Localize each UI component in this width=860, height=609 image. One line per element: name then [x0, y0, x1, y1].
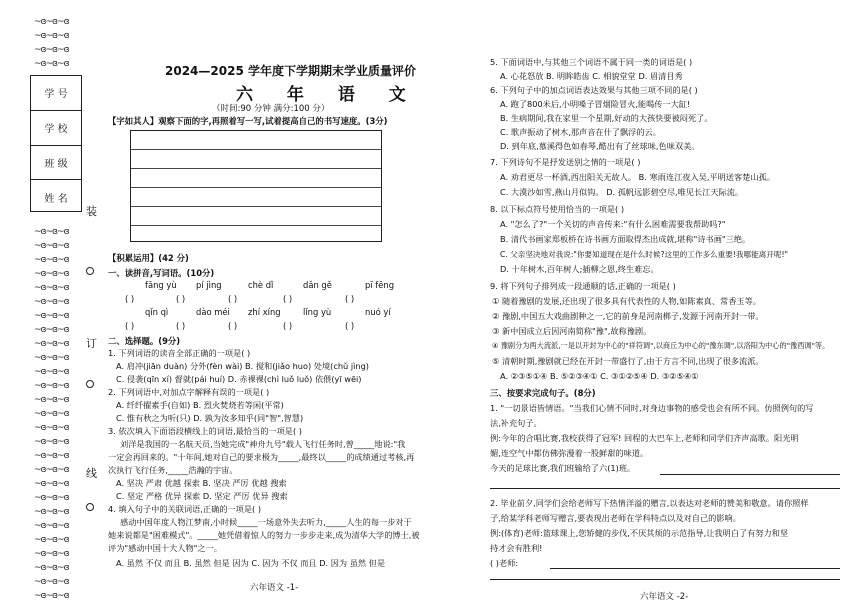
pinyin-prompt: chè dǐ	[248, 280, 274, 290]
binding-hole	[86, 380, 94, 388]
binding-hole	[86, 503, 94, 511]
vine-ornament: ~ɞ~ɞ~ɞ	[34, 297, 69, 307]
s3-q2-line-1: 2. 毕业前夕,同学们会给老师写下热情洋溢的赠言,以表达对老师的赞美和敬意。请你照样	[490, 498, 809, 508]
q2-2-option-cd: C. 惟有秋之为听(只) D. 孰为汝多知乎(同"智",智慧)	[116, 413, 304, 423]
vine-ornament: ~ɞ~ɞ~ɞ	[34, 269, 69, 279]
vine-ornament: ~ɞ~ɞ~ɞ	[34, 241, 69, 251]
answer-bracket[interactable]: ( )	[228, 294, 238, 304]
section-accumulation: 【积累运用】(42 分)	[108, 253, 189, 263]
section-3-title: 三、按要求完成句子。(8分)	[490, 388, 596, 398]
q8-option-c: C. 父亲坚决地对我说:"你要知道现在是什么时候?这里的工作多么重要!我哪能离开呢!"	[500, 250, 788, 259]
vine-ornament: ~ɞ~ɞ~ɞ	[34, 255, 69, 265]
exam-subject: 六 年 语 文	[236, 85, 420, 105]
vine-ornament: ~ɞ~ɞ~ɞ	[34, 591, 69, 601]
vine-ornament: ~ɞ~ɞ~ɞ	[34, 17, 69, 27]
q5-options: A. 心花怒放 B. 明眸皓齿 C. 相貌堂堂 D. 眉清目秀	[500, 71, 683, 81]
q2-4-passage-3: 评为"感动中国十大人物"之一。	[108, 543, 222, 553]
vine-ornament: ~ɞ~ɞ~ɞ	[34, 563, 69, 573]
binding-char-xian: 线	[86, 467, 97, 480]
q2-3-option-cd: C. 坚定 严格 优异 探索 D. 坚定 严厉 优异 搜索	[116, 491, 288, 501]
question-1-title: 一、读拼音,写词语。(10分)	[108, 268, 215, 278]
pinyin-prompt: nuó yí	[365, 307, 391, 317]
vine-ornament: ~ɞ~ɞ~ɞ	[34, 367, 69, 377]
answer-bracket[interactable]: ( )	[125, 294, 135, 304]
vine-ornament: ~ɞ~ɞ~ɞ	[34, 549, 69, 559]
binding-char-zhuang: 装	[86, 205, 97, 218]
q2-3-option-ab: A. 坚决 严肃 优越 探索 B. 坚决 严厉 优越 搜索	[116, 478, 287, 488]
pinyin-prompt: lǐng yù	[303, 307, 332, 317]
pinyin-prompt: dào méi	[196, 307, 230, 317]
field-student-id: 学 号	[31, 76, 81, 111]
answer-bracket[interactable]: ( )	[345, 321, 355, 331]
vine-ornament: ~ɞ~ɞ~ɞ	[34, 451, 69, 461]
s3-q2-prompt: ( )老师:	[490, 558, 519, 568]
vine-ornament: ~ɞ~ɞ~ɞ	[34, 283, 69, 293]
vine-ornament: ~ɞ~ɞ~ɞ	[34, 507, 69, 517]
s3-q1-line-2: 法,补充句子。	[490, 418, 542, 428]
vine-ornament: ~ɞ~ɞ~ɞ	[34, 437, 69, 447]
q9-sentence-4: ④ 豫剧分为两大流派,一是以开封为中心的"祥符调",以商丘为中心的"豫东调",以洛阳为中心的"豫西调"等。	[492, 341, 830, 350]
q2-4-stem: 4. 填入句子中的关联词语,正确的一项是( )	[108, 504, 262, 514]
vine-ornament: ~ɞ~ɞ~ɞ	[34, 353, 69, 363]
q8-option-b: B. 清代书画家郑板桥在诗书画方面取得杰出成就,堪称"诗书画"三绝。	[500, 234, 751, 244]
answer-bracket[interactable]: ( )	[125, 321, 135, 331]
answer-line[interactable]	[550, 568, 840, 569]
pinyin-prompt: pī fēng	[365, 280, 395, 290]
vine-ornament: ~ɞ~ɞ~ɞ	[34, 381, 69, 391]
vine-ornament: ~ɞ~ɞ~ɞ	[34, 409, 69, 419]
q6-stem: 6. 下列句子中的加点词语表达效果与其他三项不同的是( )	[490, 85, 698, 95]
q6-option-d: D. 到年底,慕溪得色如春琴,酷出有了丝球味,色味双美。	[500, 141, 700, 151]
q2-3-passage-2: 一定会再回来的。"十年间,她对自己的要求极为_____,最终以_____的成绩通过考核,再	[108, 452, 415, 462]
s3-q2-example-2: 持才会有胜利!	[490, 543, 543, 553]
handwriting-practice-box[interactable]	[130, 130, 382, 242]
s3-q2-example-1: 例:(体育)老师:篮球课上,您矫健的步伐,不厌其烦的示范指导,让我明白了有努力和坚	[490, 528, 789, 538]
q9-options: A. ②③⑤①④ B. ⑤②③④① C. ③①②⑤④ D. ③②⑤④①	[500, 371, 699, 381]
answer-line[interactable]	[490, 488, 840, 489]
q9-sentence-5: ⑤ 清朝时期,豫剧就已经在开封一带盛行了,由于方言不同,出现了很多流派。	[492, 356, 764, 366]
pinyin-prompt: zhí xíng	[248, 307, 281, 317]
q2-3-stem: 3. 依次填入下面语段横线上的词语,最恰当的一项是( )	[108, 426, 302, 436]
s3-q2-line-2: 子,给某学科老师写赠言,要表现出老师在学科特点以及对自己的影响。	[490, 513, 741, 523]
q9-sentence-3: ③ 新中国成立后因河南简称"豫",故称豫剧。	[492, 326, 652, 336]
vine-ornament: ~ɞ~ɞ~ɞ	[34, 535, 69, 545]
question-2-title: 二、选择题。(9分)	[108, 336, 181, 346]
s3-q1-prompt: 今天的足球比赛,我们班输给了六(1)班。	[490, 463, 636, 473]
q2-1-stem: 1. 下列词语的读音全部正确的一项是( )	[108, 348, 251, 358]
q6-option-c: C. 歌声振动了树木,那声音在什了飘浮的云。	[500, 127, 661, 137]
answer-bracket[interactable]: ( )	[345, 294, 355, 304]
vine-ornament: ~ɞ~ɞ~ɞ	[34, 479, 69, 489]
exam-title: 2024—2025 学年度下学期期末学业质量评价	[165, 64, 416, 78]
vine-ornament: ~ɞ~ɞ~ɞ	[34, 521, 69, 531]
exam-time-score: （时间:90 分钟 满分:100 分）	[212, 104, 330, 114]
q8-stem: 8. 以下标点符号使用恰当的一项是( )	[490, 204, 625, 214]
vine-ornament: ~ɞ~ɞ~ɞ	[34, 493, 69, 503]
vine-ornament: ~ɞ~ɞ~ɞ	[34, 465, 69, 475]
vine-ornament: ~ɞ~ɞ~ɞ	[34, 45, 69, 55]
q2-3-passage-1: 刘洋是我国的一名航天员,当她完成"神舟九号"载人飞行任务时,曾_____地说:"我	[120, 439, 406, 449]
vine-ornament: ~ɞ~ɞ~ɞ	[34, 577, 69, 587]
pinyin-prompt: fāng yù	[145, 280, 177, 290]
s3-q1-line-1: 1. "一切景语皆情语。"当我们心情不同时,对身边事物的感受也会有所不同。仿照例句的写	[490, 403, 814, 413]
binding-char-ding: 订	[86, 337, 97, 350]
q8-option-a: A. "怎么了?"一个关切的声音传来:"有什么困难需要我帮助吗?"	[500, 219, 726, 229]
q9-sentence-2: ② 豫剧,中国五大戏曲剧种之一,它的前身是河南梆子,发源于河南开封一带。	[492, 311, 764, 321]
s3-q1-example-2: 媚,连空气中都仿佛弥漫着一股鲜甜的味道。	[490, 448, 649, 458]
binding-hole	[86, 267, 94, 275]
q7-stem: 7. 下列诗句不是抒发送别之情的一项是( )	[490, 157, 641, 167]
answer-bracket[interactable]: ( )	[228, 321, 238, 331]
answer-line[interactable]	[660, 474, 840, 475]
vine-ornament: ~ɞ~ɞ~ɞ	[34, 227, 69, 237]
student-info-box	[30, 75, 82, 212]
q5-stem: 5. 下面词语中,与其他三个词语不属于同一类的词语是( )	[490, 57, 693, 67]
handwriting-instruction: 【字如其人】观察下面的字,再照着写一写,试着提高自己的书写速度。(3分)	[108, 116, 388, 126]
q7-option-cd: C. 大漠沙如雪,燕山月似钩。 D. 孤帆远影碧空尽,唯见长江天际流。	[500, 187, 744, 197]
vine-ornament: ~ɞ~ɞ~ɞ	[34, 31, 69, 41]
q2-4-passage-1: 感动中国年度人物江梦南,小时候_____一场意外失去听力,_____人生的每一步对于	[120, 517, 412, 527]
field-school: 学 校	[31, 111, 81, 146]
page-footer-left: 六年语文 -1-	[250, 583, 299, 593]
q2-4-passage-2: 她来说都是"困难模式"。_____她凭借着惊人的努力一步步走来,成为清华大学的博士,被	[108, 530, 420, 540]
answer-bracket[interactable]: ( )	[176, 321, 186, 331]
vine-ornament: ~ɞ~ɞ~ɞ	[34, 59, 69, 69]
q2-3-passage-3: 次执行飞行任务,_____浩瀚的宇宙。	[108, 465, 238, 475]
page-footer-right: 六年语文 -2-	[640, 592, 689, 602]
answer-bracket[interactable]: ( )	[176, 294, 186, 304]
q6-option-a: A. 跑了800米后,小明嗓子冒烟险冒火,能喝传一大缸!	[500, 99, 691, 109]
field-name: 姓 名	[44, 193, 68, 205]
q8-option-d: D. 十年树木,百年树人;插柳之恩,终生难忘。	[500, 264, 659, 274]
q2-1-option-ab: A. 肩冲(jiān duàn) 分外(fèn wài) B. 搅和(jiǎo huo) 处境(chǔ jìng)	[116, 361, 369, 371]
vine-ornament: ~ɞ~ɞ~ɞ	[34, 325, 69, 335]
answer-line[interactable]	[490, 579, 840, 580]
q6-option-b: B. 生病期间,我在家里一个星期,好动的大孩快要被闷死了。	[500, 113, 713, 123]
pinyin-prompt: pí jìng	[196, 280, 222, 290]
q2-1-option-cd: C. 侵袭(qīn xí) 督就(pái huí) D. 赤裸裸(chì luǒ luǒ) 依偎(yī wēi)	[116, 374, 362, 384]
answer-bracket[interactable]: ( )	[283, 321, 293, 331]
answer-bracket[interactable]: ( )	[283, 294, 293, 304]
pinyin-prompt: qǐn qì	[145, 307, 169, 317]
field-class: 班 级	[31, 146, 81, 181]
vine-ornament: ~ɞ~ɞ~ɞ	[34, 339, 69, 349]
binding-margin	[0, 0, 95, 609]
q9-sentence-1: ① 随着豫剧的发展,还出现了很多具有代表性的人物,如陈素真、常香玉等。	[492, 296, 761, 306]
vine-ornament: ~ɞ~ɞ~ɞ	[34, 423, 69, 433]
q2-2-option-ab: A. 纤纤擢素手(自如) B. 烈火焚烧若等闲(平常)	[116, 400, 284, 410]
q2-4-options: A. 虽然 不仅 而且 B. 虽然 但是 因为 C. 因为 不仅 而且 D. 因为 虽然 但是	[116, 558, 386, 568]
s3-q1-example-1: 例:今年的合唱比赛,我校获得了冠军! 回程的大巴车上,老师和同学们齐声高歌。阳光明	[490, 433, 799, 443]
vine-ornament: ~ɞ~ɞ~ɞ	[34, 395, 69, 405]
vine-ornament: ~ɞ~ɞ~ɞ	[34, 311, 69, 321]
q7-option-ab: A. 劝君更尽一杯酒,西出阳关无故人。 B. 寒雨连江夜入吴,平明送客楚山孤。	[500, 172, 775, 182]
pinyin-prompt: dǎn gě	[303, 280, 332, 290]
q9-stem: 9. 将下列句子排列成一段通顺的话,正确的一项是( )	[490, 281, 676, 291]
q2-2-stem: 2. 下列词语中,对加点字解释有误的一项是( )	[108, 387, 270, 397]
